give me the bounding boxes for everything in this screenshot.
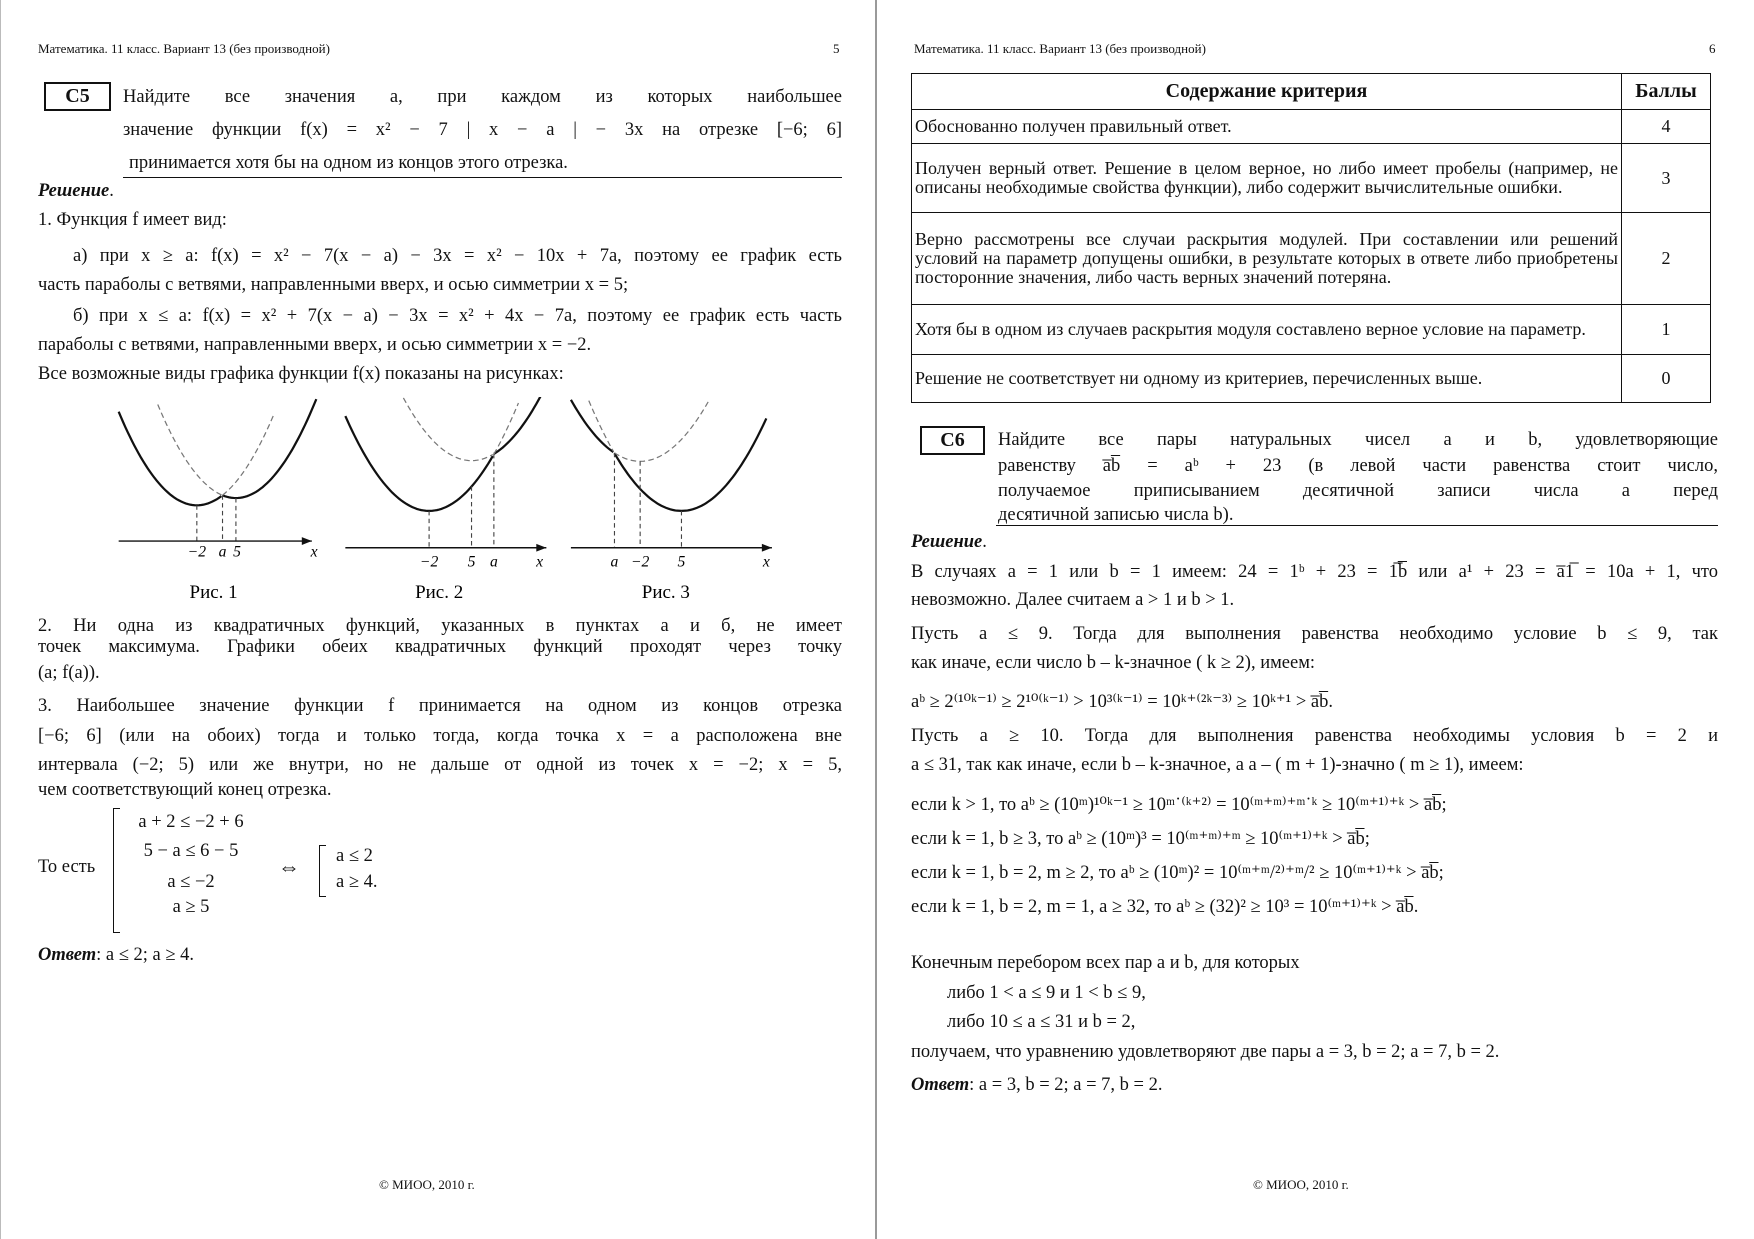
equivalence-symbol: ⇔ (278, 854, 300, 879)
fig2-tick: −2 (419, 553, 439, 571)
solution-line: Пусть a ≥ 10. Тогда для выполнения равенства необходимы условия b = 2 и (911, 726, 1718, 746)
fig2-tick: 5 (467, 553, 476, 571)
criterion-score: 0 (1622, 355, 1711, 403)
parabola-left (119, 412, 222, 506)
fig3-tick: 5 (677, 553, 686, 571)
task-line: получаемое приписыванием десятичной записи числа a перед (998, 481, 1718, 501)
task-line: Найдите все значения a, при каждом из которых наибольшее (123, 87, 842, 107)
system-right-line: a ≤ 2 (336, 846, 373, 866)
system-left-line: a ≥ 5 (172, 897, 210, 917)
page-header: Математика. 11 класс. Вариант 13 (без производной) (38, 41, 330, 56)
page-number: 5 (833, 41, 840, 56)
solution-line: Пусть a ≤ 9. Тогда для выполнения равенства необходимо условие b ≤ 9, так (911, 624, 1718, 644)
system-lead: То есть (38, 857, 96, 877)
system-left-line: 5 − a ≤ 6 − 5 (143, 841, 239, 861)
function-graphs-figure (107, 397, 778, 598)
parabola-left-dashed (494, 403, 519, 454)
table-row (912, 355, 1711, 403)
table-row (912, 144, 1711, 213)
column-header: Баллы (1622, 74, 1711, 110)
task-label-c6: C6 (920, 426, 985, 455)
footer: © МИОО, 2010 г. (379, 1177, 475, 1192)
system-right-line: a ≥ 4. (336, 872, 378, 892)
system-bracket (113, 808, 120, 933)
table-header-row (912, 74, 1711, 110)
solution-line: параболы с ветвями, направленными вверх, и осью симметрии x = −2. (38, 335, 592, 355)
criterion-score: 3 (1622, 144, 1711, 213)
task-underline (996, 525, 1718, 526)
parabola-right-dashed (403, 398, 492, 461)
task-label-c5: C5 (44, 82, 111, 111)
fig1-tick: 5 (233, 543, 241, 561)
parabola-right (494, 397, 543, 454)
parabola-left-dashed (614, 402, 708, 462)
answer-text: : a = 3, b = 2; a = 7, b = 2. (969, 1075, 1163, 1095)
para2-line: точек максимума. Графики обеих квадратичных функций проходят через точку (38, 637, 842, 657)
para3-line: интервала (−2; 5) или же внутри, но не дальше от одной из точек x = −2; x = 5, (38, 755, 842, 775)
solution-line: 1. Функция f имеет вид: (38, 210, 227, 230)
axis-arrow-icon (536, 544, 546, 552)
criterion-text: Решение не соответствует ни одному из критериев, перечисленных выше. (912, 355, 1622, 403)
page-5: Математика. 11 класс. Вариант 13 (без производной) 5 C5 Найдите все значения a, при каждом из которых наибольшее значение функции f(x) = x² − 7 | x − a | − 3x на отрезке [−6; 6] принимается хотя бы на одном из концов этого отрезка. Решение. 1. Функция f имеет вид: а) при x ≥ a: f(x) = x² − 7(x − a) − 3x = x² − 10x + 7a, поэтому ее график есть часть параболы с ветвями, направленными вверх, и осью симметрии x = 5; б) при x ≤ a: f(x) = x² + 7(x − a) − 3x = x² + 4x − 7a, поэтому ее график есть часть параболы с ветвями, направленными вверх, и осью симметрии x = −2. Все возможные виды графика функции f(x) показаны на рисунках: −2 a 5 x −2 5 a x a −2 5 x Рис. 1 Рис. 2 Рис. 3 2. Ни одна из квадратичных функций, указанных в пунктах а и б, не имеет точек максимума. Графики обеих квадратичных функций проходят через точку (a; f(a)). 3. Наибольшее значение функции f принимается на одном из концов отрезка [−6; 6] (или на обоих) тогда и только тогда, когда точка x = a расположена вне интервала (−2; 5) или же внутри, но не дальше от одной из точек x = −2; x = 5, чем соответствующий конец отрезка. То есть a + 2 ≤ −2 + 6 5 − a ≤ 6 − 5 a ≤ −2 a ≥ 5 ⇔ a ≤ 2 a ≥ 4. Ответ: a ≤ 2; a ≥ 4. © МИОО, 2010 г. (0, 0, 877, 1239)
solution-line: a ≤ 31, так как иначе, если b – k-значное, а a – ( m + 1)-значно ( m ≥ 1), имеем: (911, 755, 1524, 775)
solution-line: как иначе, если число b – k-значное ( k ≥ 2), имеем: (911, 653, 1316, 673)
solution-line: невозможно. Далее считаем a > 1 и b > 1. (911, 590, 1235, 610)
criterion-text: Получен верный ответ. Решение в целом верное, но либо имеет пробелы (например, не описаны необходимые свойства функции), либо содержит вычислительные ошибки. (912, 144, 1622, 213)
task-line: Найдите все пары натуральных чисел a и b, удовлетворяющие (998, 430, 1718, 450)
system-bracket (319, 845, 326, 897)
solution-heading: Решение (38, 181, 110, 201)
solution-line: получаем, что уравнению удовлетворяют две пары a = 3, b = 2; a = 7, b = 2. (911, 1042, 1500, 1062)
solution-line: В случаях a = 1 или b = 1 имеем: 24 = 1ᵇ + 23 = 1̅b̅ или a¹ + 23 = a̅1̅ = 10a + 1, что (911, 562, 1718, 582)
fig2-axis-label: x (536, 553, 544, 571)
solution-line: либо 10 ≤ a ≤ 31 и b = 2, (947, 1012, 1136, 1032)
column-header: Содержание критерия (912, 74, 1622, 110)
criterion-score: 4 (1622, 110, 1711, 144)
para3-line: чем соответствующий конец отрезка. (38, 780, 332, 800)
system-left-line: a ≤ −2 (167, 872, 215, 892)
page-number: 6 (1709, 41, 1716, 56)
axis-arrow-icon (762, 544, 772, 552)
table-row (912, 213, 1711, 305)
solution-line: если k = 1, b ≥ 3, то aᵇ ≥ (10ᵐ)³ = 10⁽ᵐ⁺ᵐ⁾⁺ᵐ ≥ 10⁽ᵐ⁺¹⁾⁺ᵏ > a̅b̅; (911, 829, 1370, 849)
solution-line: если k > 1, то aᵇ ≥ (10ᵐ)¹⁰ᵏ⁻¹ ≥ 10ᵐ˙⁽ᵏ⁺²⁾ = 10⁽ᵐ⁺ᵐ⁾⁺ᵐ˙ᵏ ≥ 10⁽ᵐ⁺¹⁾⁺ᵏ > a̅b̅; (911, 795, 1447, 815)
solution-line: если k = 1, b = 2, m = 1, a ≥ 32, то aᵇ ≥ (32)² ≥ 10³ = 10⁽ᵐ⁺¹⁾⁺ᵏ > a̅b̅. (911, 897, 1419, 917)
parabola-right (614, 418, 766, 510)
criterion-text: Хотя бы в одном из случаев раскрытия модуля составлено верное условие на параметр. (912, 305, 1622, 355)
criterion-score: 1 (1622, 305, 1711, 355)
answer-label: Ответ (911, 1075, 970, 1095)
solution-line: часть параболы с ветвями, направленными вверх, и осью симметрии x = 5; (38, 275, 629, 295)
footer: © МИОО, 2010 г. (1253, 1177, 1349, 1192)
system-left-line: a + 2 ≤ −2 + 6 (138, 812, 244, 832)
solution-line: aᵇ ≥ 2⁽¹⁰ᵏ⁻¹⁾ ≥ 2¹⁰⁽ᵏ⁻¹⁾ > 10³⁽ᵏ⁻¹⁾ = 10ᵏ⁺⁽²ᵏ⁻³⁾ ≥ 10ᵏ⁺¹ > a̅b̅. (911, 692, 1333, 712)
parabola-left (571, 400, 613, 452)
fig3-caption: Рис. 3 (641, 582, 690, 598)
parabola-right-dashed (158, 404, 223, 495)
para3-line: 3. Наибольшее значение функции f принимается на одном из концов отрезка (38, 696, 842, 716)
solution-line: либо 1 < a ≤ 9 и 1 < b ≤ 9, (947, 983, 1146, 1003)
answer-label: Ответ (38, 945, 97, 965)
fig1-axis-label: x (310, 543, 318, 561)
fig1-caption: Рис. 1 (189, 582, 238, 598)
table-row (912, 305, 1711, 355)
solution-line: Конечным перебором всех пар a и b, для которых (911, 953, 1300, 973)
fig3-axis-label: x (762, 553, 770, 571)
criterion-text: Верно рассмотрены все случаи раскрытия модулей. При составлении или решений условий на параметр допущены ошибки, в результате которых в ответе либо приобретены посторонние значения, либо часть верных значений потеряна. (912, 213, 1622, 305)
solution-heading: Решение (911, 532, 983, 552)
criterion-text: Обоснованно получен правильный ответ. (912, 110, 1622, 144)
task-line: равенству a̅b̅ = aᵇ + 23 (в левой части равенства стоит число, (998, 456, 1718, 476)
solution-line: Все возможные виды графика функции f(x) показаны на рисунках: (38, 364, 564, 384)
solution-line: если k = 1, b = 2, m ≥ 2, то aᵇ ≥ (10ᵐ)² = 10⁽ᵐ⁺ᵐ/²⁾⁺ᵐ/² ≥ 10⁽ᵐ⁺¹⁾⁺ᵏ > a̅b̅; (911, 863, 1444, 883)
fig1-tick: −2 (187, 543, 207, 561)
solution-line: а) при x ≥ a: f(x) = x² − 7(x − a) − 3x = x² − 10x + 7a, поэтому ее график есть (73, 246, 842, 266)
page-6: Математика. 11 класс. Вариант 13 (без производной) 6 Содержание критерия Баллы Обоснованно получен правильный ответ. 4 Получен верный ответ. Решение в целом верное, но либо имеет пробелы (например, не описаны необходимые свойства функции), либо содержит вычислительные ошибки. 3 Верно рассмотрены все случаи раскрытия модулей. При составлении или решений условий на параметр допущены ошибки, в результате которых в ответе либо приобретены посторонние значения, либо часть верных значений потеряна. 2 Хотя бы в одном из случаев раскрытия модуля составлено верное условие на параметр. 1 Решение не соответствует ни одному из критериев, перечисленных выше. 0 C6 Найдите все пары натуральных чисел a и b, удовлетворяющие равенству a̅b̅ = aᵇ + 23 (в левой части равенства стоит число, получаемое приписыванием десятичной записи числа a перед десятичной записью числа b). Решение. В случаях a = 1 или b = 1 имеем: 24 = 1ᵇ + 23 = 1̅b̅ или a¹ + 23 = a̅1̅ = 10a + 1, что невозможно. Далее считаем a > 1 и b > 1. Пусть a ≤ 9. Тогда для выполнения равенства необходимо условие b ≤ 9, так как иначе, если число b – k-значное ( k ≥ 2), имеем: aᵇ ≥ 2⁽¹⁰ᵏ⁻¹⁾ ≥ 2¹⁰⁽ᵏ⁻¹⁾ > 10³⁽ᵏ⁻¹⁾ = 10ᵏ⁺⁽²ᵏ⁻³⁾ ≥ 10ᵏ⁺¹ > a̅b̅. Пусть a ≥ 10. Тогда для выполнения равенства необходимы условия b = 2 и a ≤ 31, так как иначе, если b – k-значное, а a – ( m + 1)-значно ( m ≥ 1), имеем: если k > 1, то aᵇ ≥ (10ᵐ)¹⁰ᵏ⁻¹ ≥ 10ᵐ˙⁽ᵏ⁺²⁾ = 10⁽ᵐ⁺ᵐ⁾⁺ᵐ˙ᵏ ≥ 10⁽ᵐ⁺¹⁾⁺ᵏ > a̅b̅; если k = 1, b ≥ 3, то aᵇ ≥ (10ᵐ)³ = 10⁽ᵐ⁺ᵐ⁾⁺ᵐ ≥ 10⁽ᵐ⁺¹⁾⁺ᵏ > a̅b̅; если k = 1, b = 2, m ≥ 2, то aᵇ ≥ (10ᵐ)² = 10⁽ᵐ⁺ᵐ/²⁾⁺ᵐ/² ≥ 10⁽ᵐ⁺¹⁾⁺ᵏ > a̅b̅; если k = 1, b = 2, m = 1, a ≥ 32, то aᵇ ≥ (32)² ≥ 10³ = 10⁽ᵐ⁺¹⁾⁺ᵏ > a̅b̅. Конечным перебором всех пар a и b, для которых либо 1 < a ≤ 9 и 1 < b ≤ 9, либо 10 ≤ a ≤ 31 и b = 2, получаем, что уравнению удовлетворяют две пары a = 3, b = 2; a = 7, b = 2. Ответ: a = 3, b = 2; a = 7, b = 2. © МИОО, 2010 г. (877, 0, 1754, 1239)
task-line: значение функции f(x) = x² − 7 | x − a | − 3x на отрезке [−6; 6] (123, 120, 842, 140)
para2-line: 2. Ни одна из квадратичных функций, указанных в пунктах а и б, не имеет (38, 616, 842, 636)
parabola-right-dashed (589, 401, 614, 452)
parabola-left (345, 416, 492, 511)
solution-line: б) при x ≤ a: f(x) = x² + 7(x − a) − 3x = x² + 4x − 7a, поэтому ее график есть часть (73, 306, 842, 326)
page-header: Математика. 11 класс. Вариант 13 (без производной) (914, 41, 1206, 56)
task-line: десятичной записью числа b). (998, 505, 1234, 525)
parabola-right (223, 399, 317, 498)
para3-line: [−6; 6] (или на обоих) тогда и только тогда, когда точка x = a расположена вне (38, 726, 842, 746)
task-line: принимается хотя бы на одном из концов этого отрезка. (129, 153, 568, 173)
answer-text: : a ≤ 2; a ≥ 4. (96, 945, 195, 965)
fig2-tick: a (489, 553, 498, 571)
fig2-caption: Рис. 2 (415, 582, 464, 598)
table-row (912, 110, 1711, 144)
criterion-score: 2 (1622, 213, 1711, 305)
criteria-table (911, 73, 1711, 403)
para2-line: (a; f(a)). (38, 663, 100, 683)
fig3-tick: a (610, 553, 619, 571)
fig1-tick: a (218, 543, 227, 561)
task-underline (123, 177, 842, 178)
fig3-tick: −2 (630, 553, 650, 571)
